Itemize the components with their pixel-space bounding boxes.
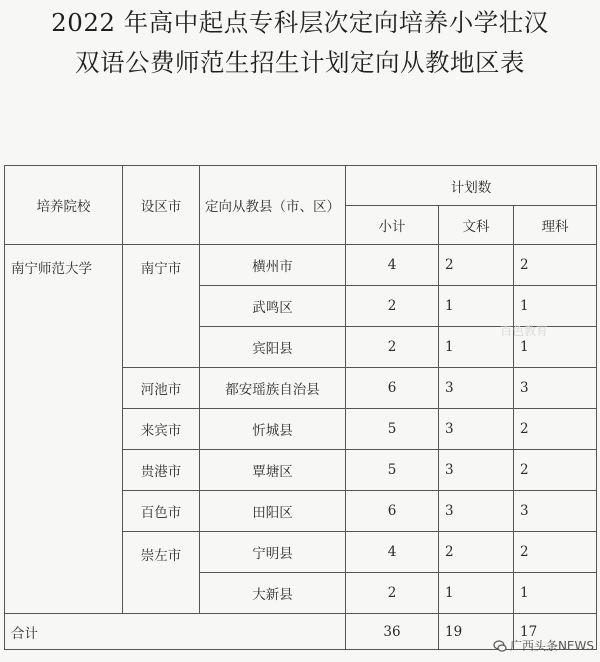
header-arts: 文科	[439, 206, 514, 245]
county-cell: 田阳区	[200, 491, 346, 532]
subtotal-cell: 5	[346, 450, 439, 491]
subtotal-cell: 6	[346, 491, 439, 532]
header-subtotal: 小计	[346, 206, 439, 245]
arts-cell: 3	[439, 450, 514, 491]
city-cell: 崇左市	[123, 532, 200, 614]
header-county: 定向从教县（市、区）	[200, 166, 346, 245]
total-science: 17	[514, 614, 597, 650]
total-label: 合计	[5, 614, 346, 650]
arts-cell: 3	[439, 368, 514, 409]
enrollment-plan-table	[4, 165, 597, 650]
arts-cell: 2	[439, 532, 514, 573]
city-cell: 来宾市	[123, 409, 200, 450]
arts-cell: 2	[439, 245, 514, 286]
table-row	[5, 245, 597, 286]
county-cell: 宾阳县	[200, 327, 346, 368]
wechat-icon	[493, 639, 507, 653]
county-cell: 忻城县	[200, 409, 346, 450]
subtotal-cell: 4	[346, 245, 439, 286]
science-cell: 2	[514, 409, 597, 450]
subtotal-cell: 5	[346, 409, 439, 450]
header-school: 培养院校	[5, 166, 123, 245]
county-cell: 都安瑶族自治县	[200, 368, 346, 409]
total-subtotal: 36	[346, 614, 439, 650]
document-title-line-1: 2022 年高中起点专科层次定向培养小学壮汉	[51, 8, 549, 37]
city-cell: 南宁市	[123, 245, 200, 368]
science-cell: 2	[514, 245, 597, 286]
subtotal-cell: 4	[346, 532, 439, 573]
source-watermark	[493, 637, 594, 654]
county-cell: 覃塘区	[200, 450, 346, 491]
total-arts: 19	[439, 614, 514, 650]
city-cell: 贵港市	[123, 450, 200, 491]
county-cell: 宁明县	[200, 532, 346, 573]
arts-cell: 3	[439, 491, 514, 532]
science-cell: 1	[514, 327, 597, 368]
arts-cell: 3	[439, 409, 514, 450]
subtotal-cell: 6	[346, 368, 439, 409]
header-plan: 计划数	[346, 166, 597, 206]
county-cell: 大新县	[200, 573, 346, 614]
subtotal-cell: 2	[346, 286, 439, 327]
arts-cell: 1	[439, 573, 514, 614]
science-cell: 3	[514, 368, 597, 409]
watermark-text: 广西头条NEWS	[509, 639, 594, 653]
science-cell: 2	[514, 532, 597, 573]
header-city: 设区市	[123, 166, 200, 245]
faded-watermark: 百色教育	[500, 324, 549, 338]
arts-cell: 1	[439, 286, 514, 327]
county-cell: 横州市	[200, 245, 346, 286]
arts-cell: 1	[439, 327, 514, 368]
science-cell: 1	[514, 573, 597, 614]
city-cell: 百色市	[123, 491, 200, 532]
science-cell: 1	[514, 286, 597, 327]
subtotal-cell: 2	[346, 573, 439, 614]
subtotal-cell: 2	[346, 327, 439, 368]
county-cell: 武鸣区	[200, 286, 346, 327]
document-title-line-2: 双语公费师范生招生计划定向从教地区表	[75, 48, 525, 77]
science-cell: 3	[514, 491, 597, 532]
city-cell: 河池市	[123, 368, 200, 409]
school-cell: 南宁师范大学	[5, 245, 123, 614]
science-cell: 2	[514, 450, 597, 491]
header-science: 理科	[514, 206, 597, 245]
